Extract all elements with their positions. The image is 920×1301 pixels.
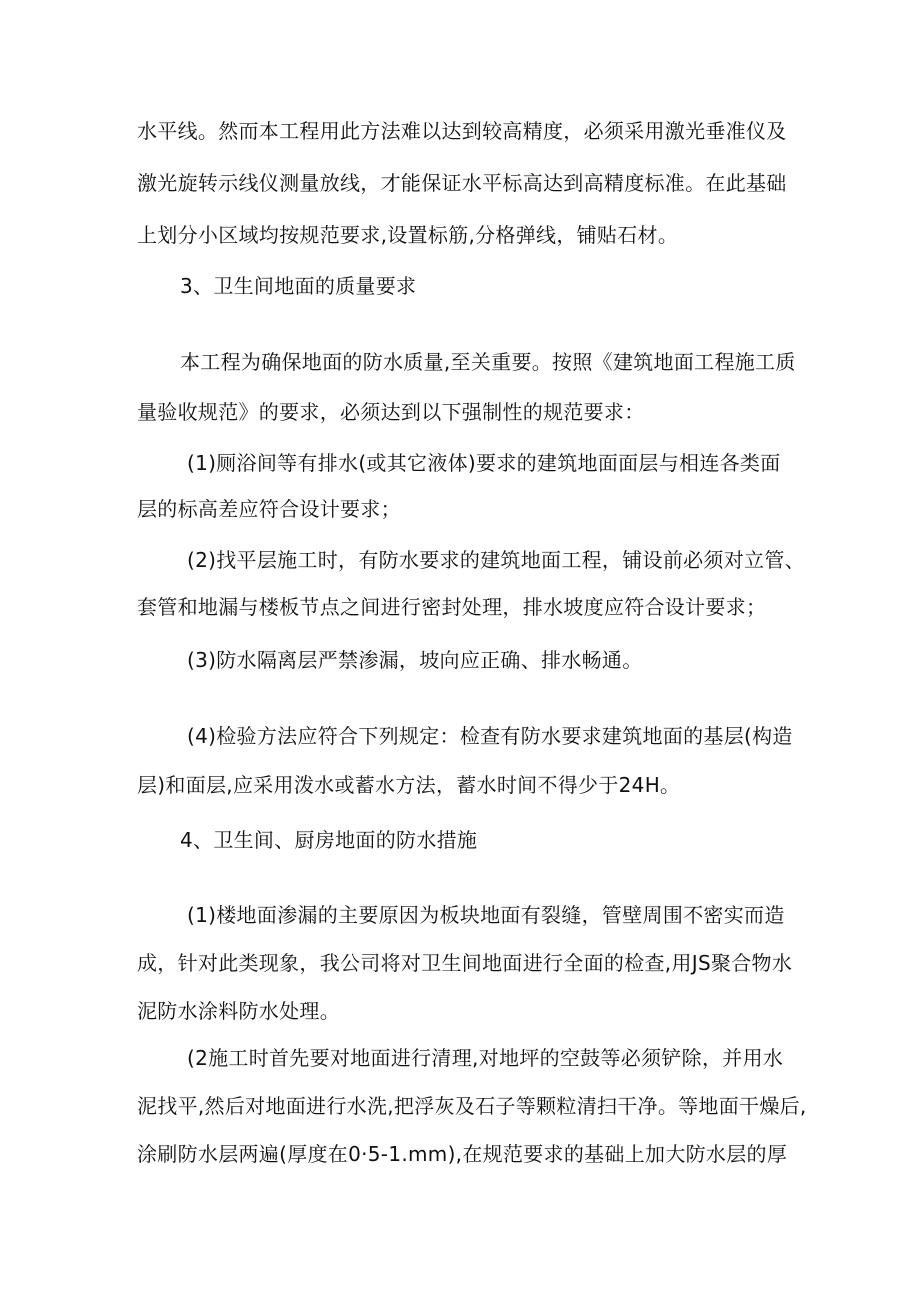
list-item-2: (2)找平层施工时，有防水要求的建筑地面工程，铺设前必须对立管、 [187, 548, 805, 572]
text-line: 上划分小区域均按规范要求,设置标筋,分格弹线，铺贴石材。 [137, 223, 679, 247]
section-heading: 4、卫生间、厨房地面的防水措施 [180, 828, 478, 852]
text-line: 层的标高差应符合设计要求； [137, 497, 401, 521]
text-line: 本工程为确保地面的防水质量,至关重要。按照《建筑地面工程施工质 [180, 350, 796, 374]
list-item-1: (1)厕浴间等有排水(或其它液体)要求的建筑地面面层与相连各类面 [187, 451, 781, 475]
list-item-1: (1)楼地面渗漏的主要原因为板块地面有裂缝，管壁周围不密实而造 [187, 903, 785, 927]
text-line: 层)和面层,应采用泼水或蓄水方法，蓄水时间不得少于24H。 [137, 773, 681, 797]
text-line: 成，针对此类现象，我公司将对卫生间地面进行全面的检查,用JS聚合物水 [137, 951, 793, 975]
list-item-3: (3)防水隔离层严禁渗漏，坡向应正确、排水畅通。 [187, 648, 643, 672]
text-line: 水平线。然而本工程用此方法难以达到较高精度，必须采用激光垂准仪及 [137, 119, 787, 143]
text-line: 量验收规范》的要求，必须达到以下强制性的规范要求： [137, 400, 645, 424]
section-heading: 3、卫生间地面的质量要求 [180, 274, 417, 298]
text-line: 泥防水涂料防水处理。 [137, 999, 340, 1023]
list-item-2: (2施工时首先要对地面进行清理,对地坪的空鼓等必须铲除，并用水 [187, 1046, 784, 1070]
text-line: 激光旋转示线仪测量放线，才能保证水平标高达到高精度标准。在此基础 [137, 171, 787, 195]
text-line: 套管和地漏与楼板节点之间进行密封处理，排水坡度应符合设计要求； [137, 595, 767, 619]
list-item-4: (4)检验方法应符合下列规定：检查有防水要求建筑地面的基层(构造 [187, 724, 793, 748]
text-line: 涂刷防水层两遍(厚度在0·5-1.mm),在规范要求的基础上加大防水层的厚 [137, 1142, 788, 1166]
text-line: 泥找平,然后对地面进行水洗,把浮灰及石子等颗粒清扫干净。等地面干燥后, [137, 1094, 807, 1118]
